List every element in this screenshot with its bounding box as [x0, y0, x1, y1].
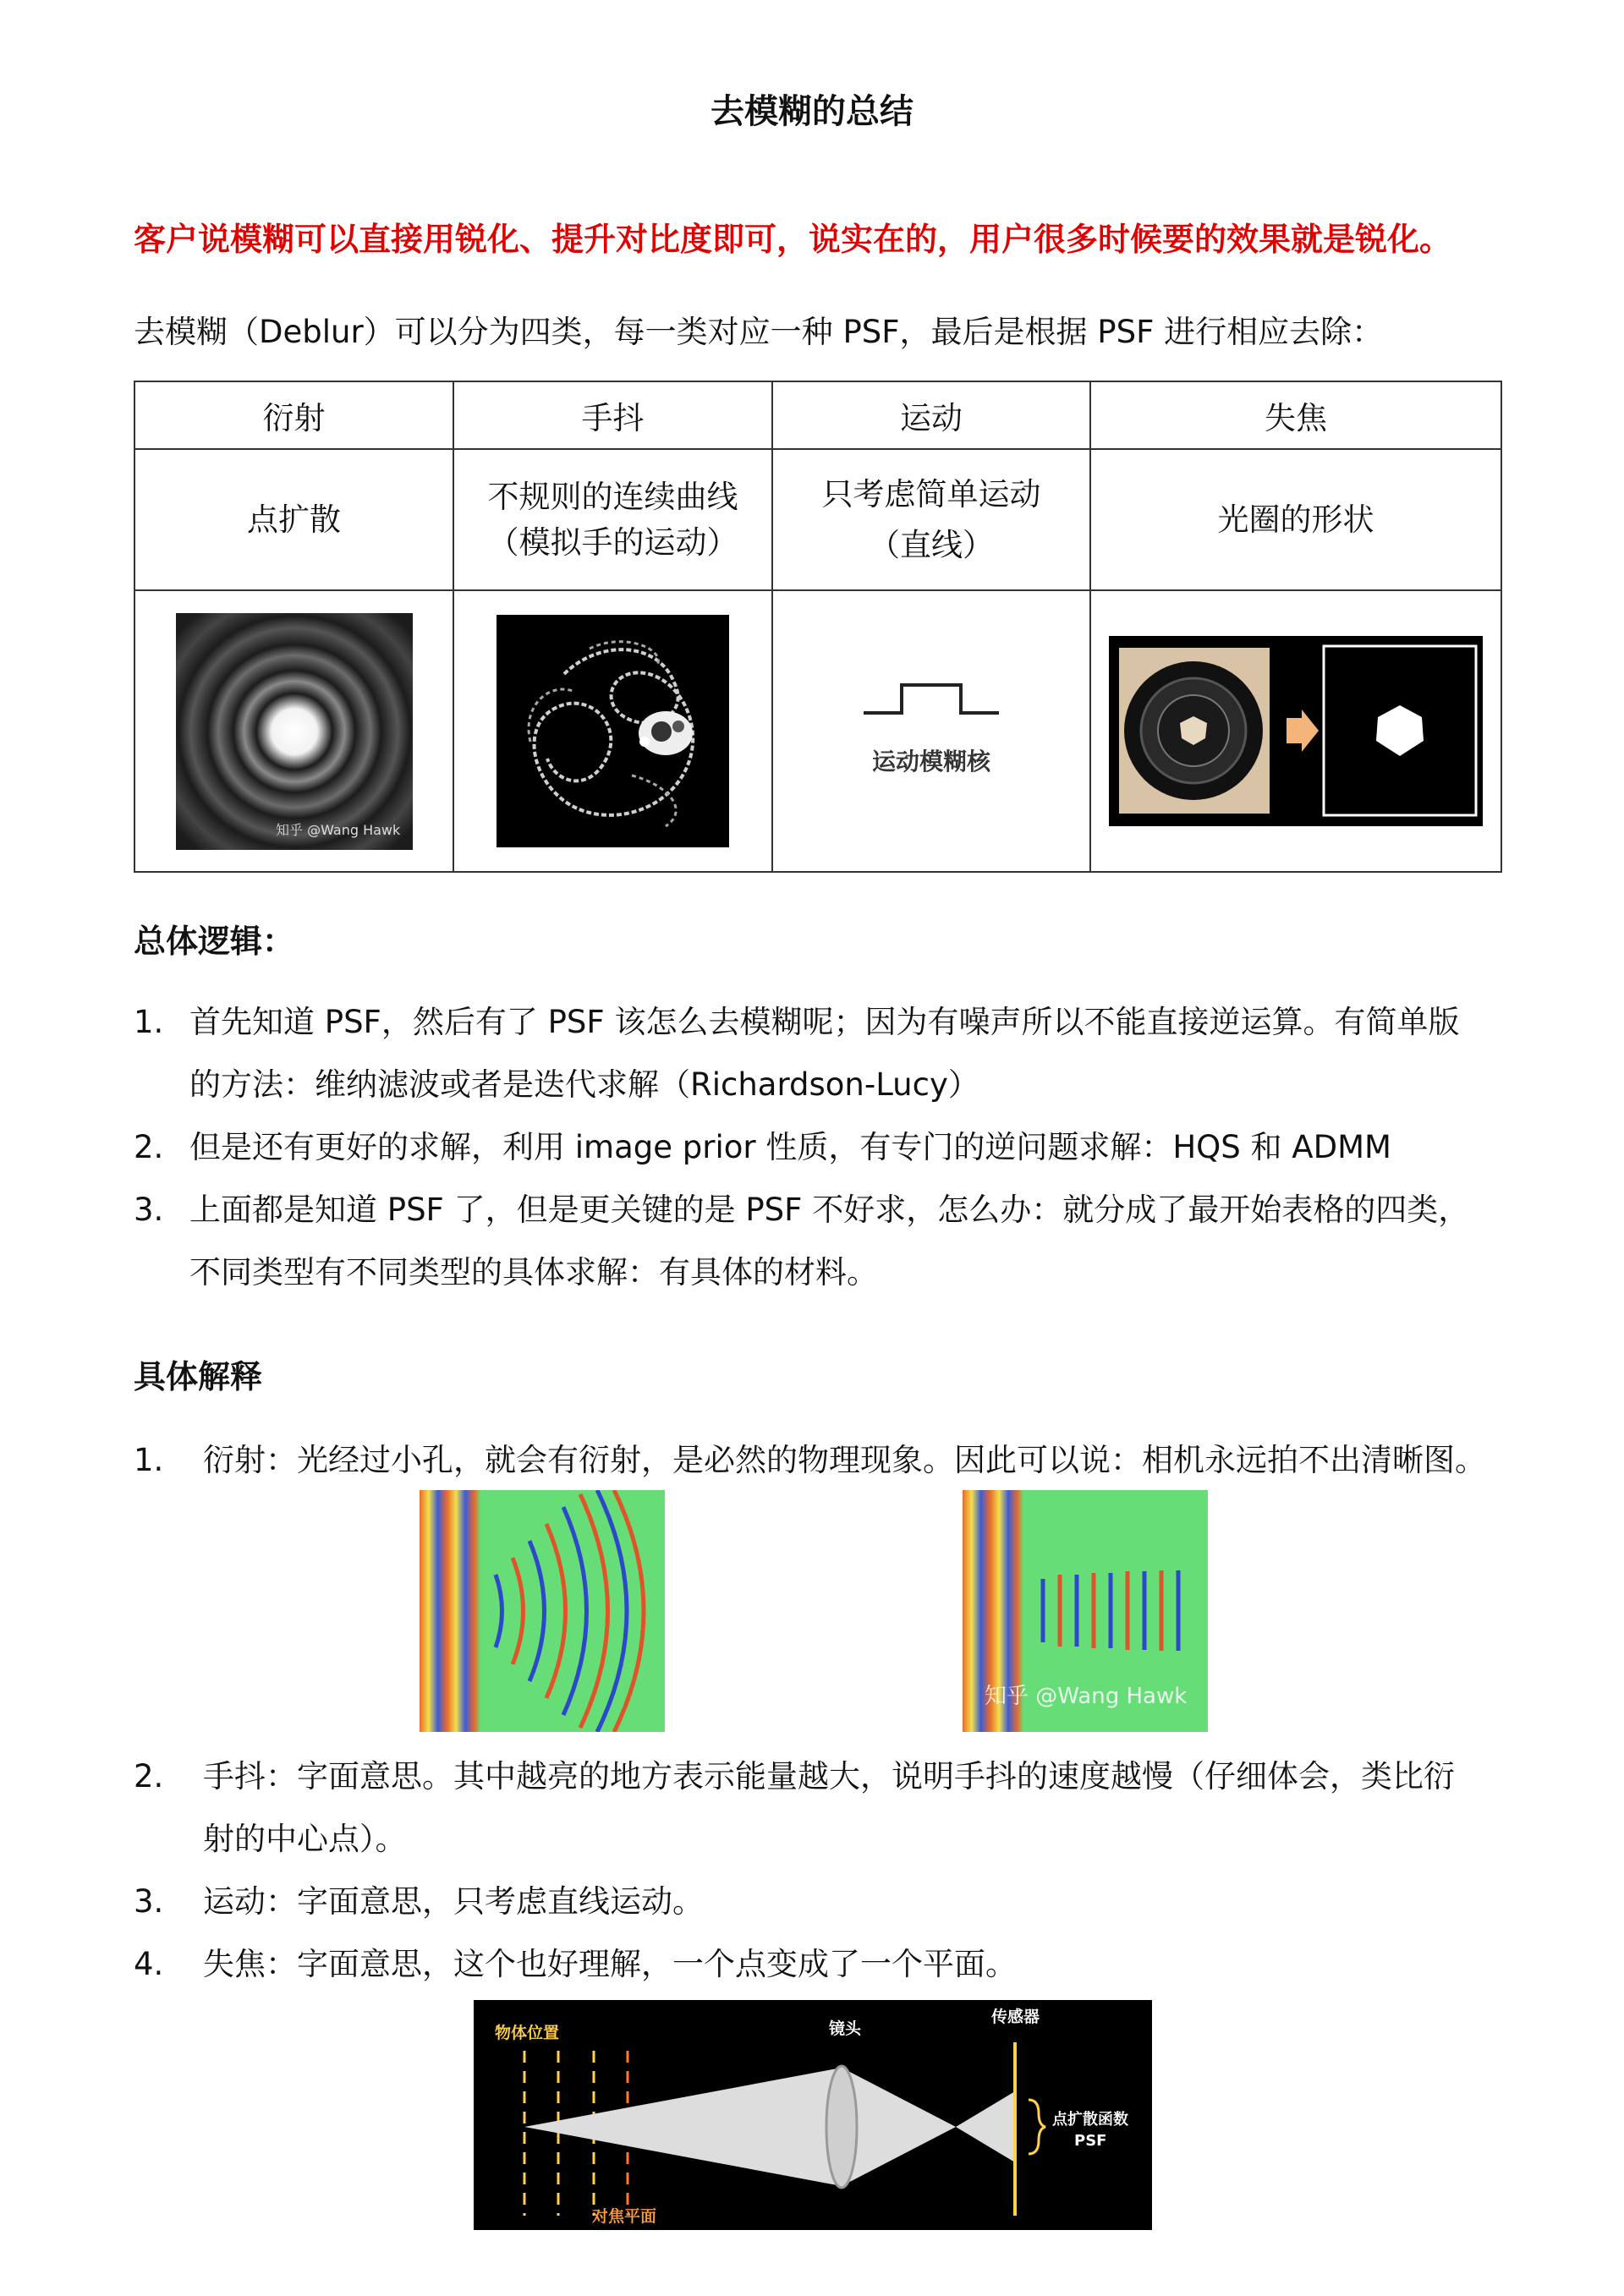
desc-handshake: 不规则的连续曲线 （模拟手的运动）	[453, 449, 772, 590]
desc-defocus: 光圈的形状	[1090, 449, 1501, 590]
diffraction-wave-image-2	[963, 1490, 1208, 1732]
table-header-row	[134, 381, 1501, 449]
diffraction-wave-image-1	[420, 1490, 665, 1732]
list-item: 1. 衍射：光经过小孔，就会有衍射，是必然的物理现象。因此可以说：相机永远拍不出清晰图。	[134, 1442, 1486, 1478]
overall-logic-list	[134, 991, 1504, 1304]
section1-heading: 总体逻辑：	[134, 923, 295, 960]
wave-watermark: 知乎 @Wang Hawk	[985, 1684, 1188, 1709]
header-motion: 运动	[772, 381, 1090, 449]
psf-abbrev-label: PSF	[1074, 2132, 1107, 2150]
list-item: 3. 运动：字面意思，只考虑直线运动。	[134, 1883, 704, 1920]
section2-heading: 具体解释	[134, 1358, 263, 1395]
list-item: 4. 失焦：字面意思，这个也好理解，一个点变成了一个平面。	[134, 1946, 1017, 1982]
table-desc-row	[134, 449, 1501, 590]
explanation-list-2	[134, 1745, 1504, 1996]
psf-watermark: 知乎 @Wang Hawk	[275, 821, 400, 838]
list-item: 1. 首先知道 PSF，然后有了 PSF 该怎么去模糊呢；因为有噪声所以不能直接逆运算。有简单版 的方法：维纳滤波或者是迭代求解（Richardson-Lucy）	[134, 1004, 1460, 1103]
table-image-row	[134, 590, 1501, 872]
defocus-diagram	[474, 2000, 1152, 2230]
header-handshake: 手抖	[453, 381, 772, 449]
list-item: 2. 手抖：字面意思。其中越亮的地方表示能量越大，说明手抖的速度越慢（仔细体会，类比衍 射的中心点）。	[134, 1758, 1455, 1857]
intro-text: 去模糊（Deblur）可以分为四类，每一类对应一种 PSF，最后是根据 PSF 进行相应去除：	[134, 314, 1384, 350]
list-item: 2. 但是还有更好的求解，利用 image prior 性质，有专门的逆问题求解：HQS 和 ADMM	[134, 1129, 1391, 1165]
handshake-kernel-image	[497, 615, 729, 847]
header-defocus: 失焦	[1090, 381, 1501, 449]
motion-kernel-label: 运动模糊核	[871, 747, 991, 775]
header-diffraction: 衍射	[134, 381, 453, 449]
motion-kernel-image	[847, 681, 1016, 782]
lens-label: 镜头	[829, 2019, 862, 2038]
aperture-shape-image	[1109, 636, 1483, 826]
page-title: 去模糊的总结	[710, 92, 914, 131]
airy-disk-image	[176, 613, 413, 850]
psf-table	[134, 381, 1502, 873]
desc-diffraction: 点扩散	[134, 449, 453, 590]
psf-label: 点扩散函数	[1052, 2111, 1128, 2129]
explanation-list-1	[134, 1429, 1504, 1492]
focus-plane-label: 对焦平面	[592, 2207, 657, 2226]
list-item: 3. 上面都是知道 PSF 了，但是更关键的是 PSF 不好求，怎么办：就分成了最开始表格的四类， 不同类型有不同类型的具体求解：有具体的材料。	[134, 1192, 1470, 1290]
sensor-label: 传感器	[991, 2008, 1040, 2026]
highlight-note: 客户说模糊可以直接用锐化、提升对比度即可，说实在的，用户很多时候要的效果就是锐化。	[134, 221, 1452, 258]
desc-motion: 只考虑简单运动 （直线）	[772, 449, 1090, 590]
object-position-label: 物体位置	[495, 2024, 560, 2042]
